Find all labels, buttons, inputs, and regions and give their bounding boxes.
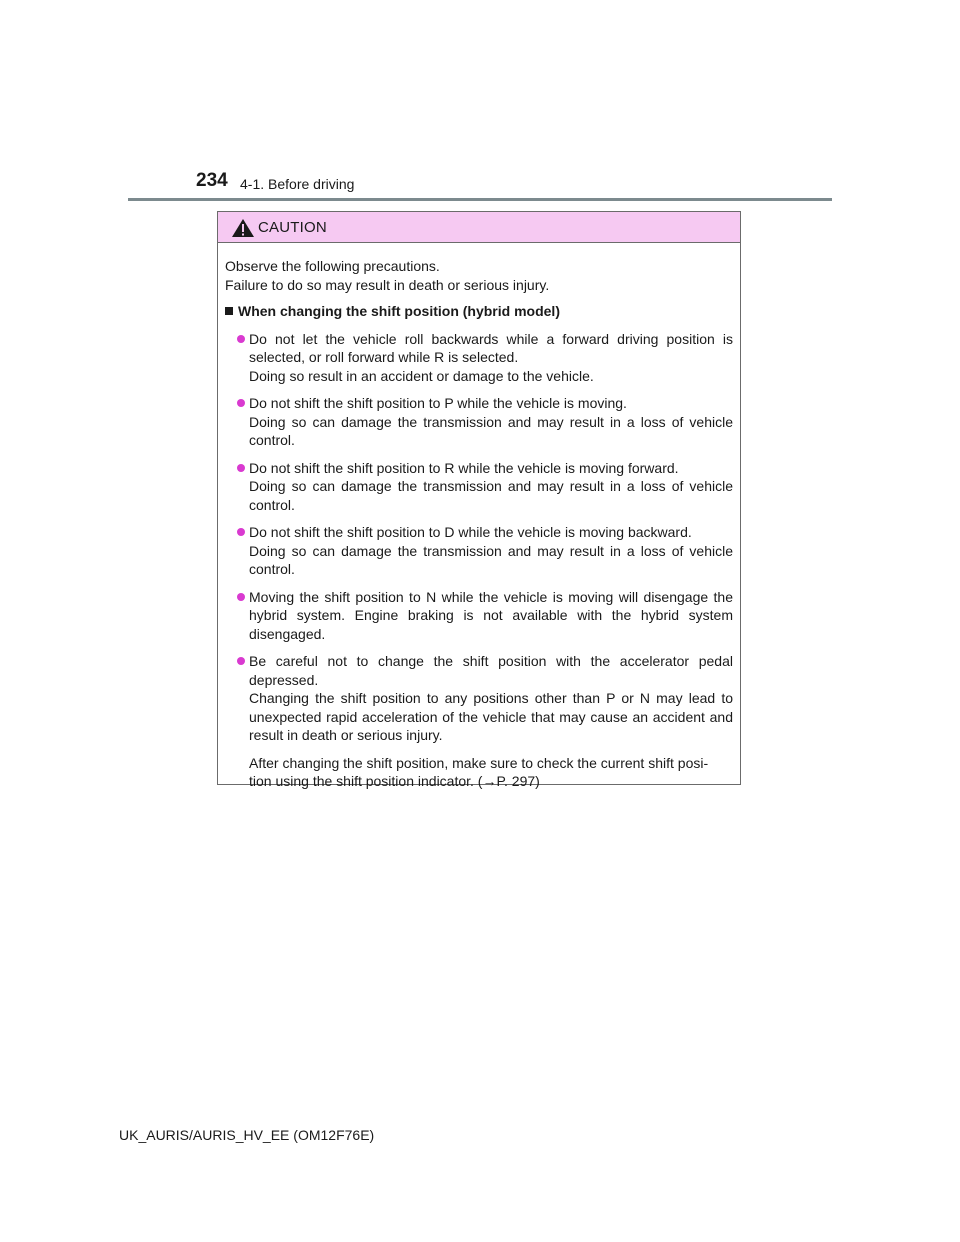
subheading [225,302,733,321]
caution-header [218,212,740,243]
caution-intro [225,257,733,294]
intro-line: Failure to do so may result in death or serious injury. [225,276,550,293]
page-number: 234 [196,170,228,191]
note-line: tion using the shift position indicator. (→P. 297) [249,773,540,789]
item-text: Be careful not to change the shift position with the accelerator pedal depressed. [249,653,733,688]
subheading-text: When changing the shift position (hybrid model) [238,303,560,319]
item-text: Doing so can damage the transmission and may result in a loss of vehicle control. [249,478,733,513]
warning-triangle-icon [231,218,255,238]
bullet-dot-icon [237,657,245,665]
page-header [0,0,960,205]
caution-box [217,211,741,789]
bullet-dot-icon [237,593,245,601]
item-text: Changing the shift position to any positions other than P or N may lead to unexpected rapid acceleration of the vehicle that may cause an accident and result in death or serious injury. [249,690,733,743]
bullet-dot-icon [237,464,245,472]
section-title: 4-1. Before driving [240,176,355,192]
item-text: Do not shift the shift position to R while the vehicle is moving forward. [249,459,679,476]
document-code: UK_AURIS/AURIS_HV_EE (OM12F76E) [119,1127,375,1143]
caution-title: CAUTION [258,219,327,236]
shift-indicator-note [225,754,733,791]
header-rule [128,198,832,201]
item-text: Doing so result in an accident or damage to the vehicle. [249,367,594,384]
caution-body [218,243,740,791]
item-text: Do not shift the shift position to D while the vehicle is moving backward. [249,524,692,540]
bullet-dot-icon [237,528,245,536]
list-item [225,523,733,579]
item-text: Moving the shift position to N while the vehicle is moving will disengage the hybrid system. Engine braking is not available with the hybrid system disengaged. [249,588,733,642]
intro-line: Observe the following precautions. [225,258,440,274]
square-bullet-icon [225,307,233,315]
list-item [225,588,733,644]
note-line: After changing the shift position, make sure to check the current shift posi- [249,754,709,771]
item-text: Doing so can damage the transmission and may result in a loss of vehicle control. [249,413,733,448]
item-text: Doing so can damage the transmission and may result in a loss of vehicle control. [249,542,733,577]
list-item [225,652,733,745]
list-item [225,330,733,386]
item-text: Do not shift the shift position to P while the vehicle is moving. [249,395,627,411]
bullet-dot-icon [237,399,245,407]
list-item [225,394,733,450]
list-item [225,459,733,515]
bullet-dot-icon [237,335,245,343]
item-text: Do not let the vehicle roll backwards while a forward driving position is selected, or roll forward while R is selected. [249,330,733,365]
